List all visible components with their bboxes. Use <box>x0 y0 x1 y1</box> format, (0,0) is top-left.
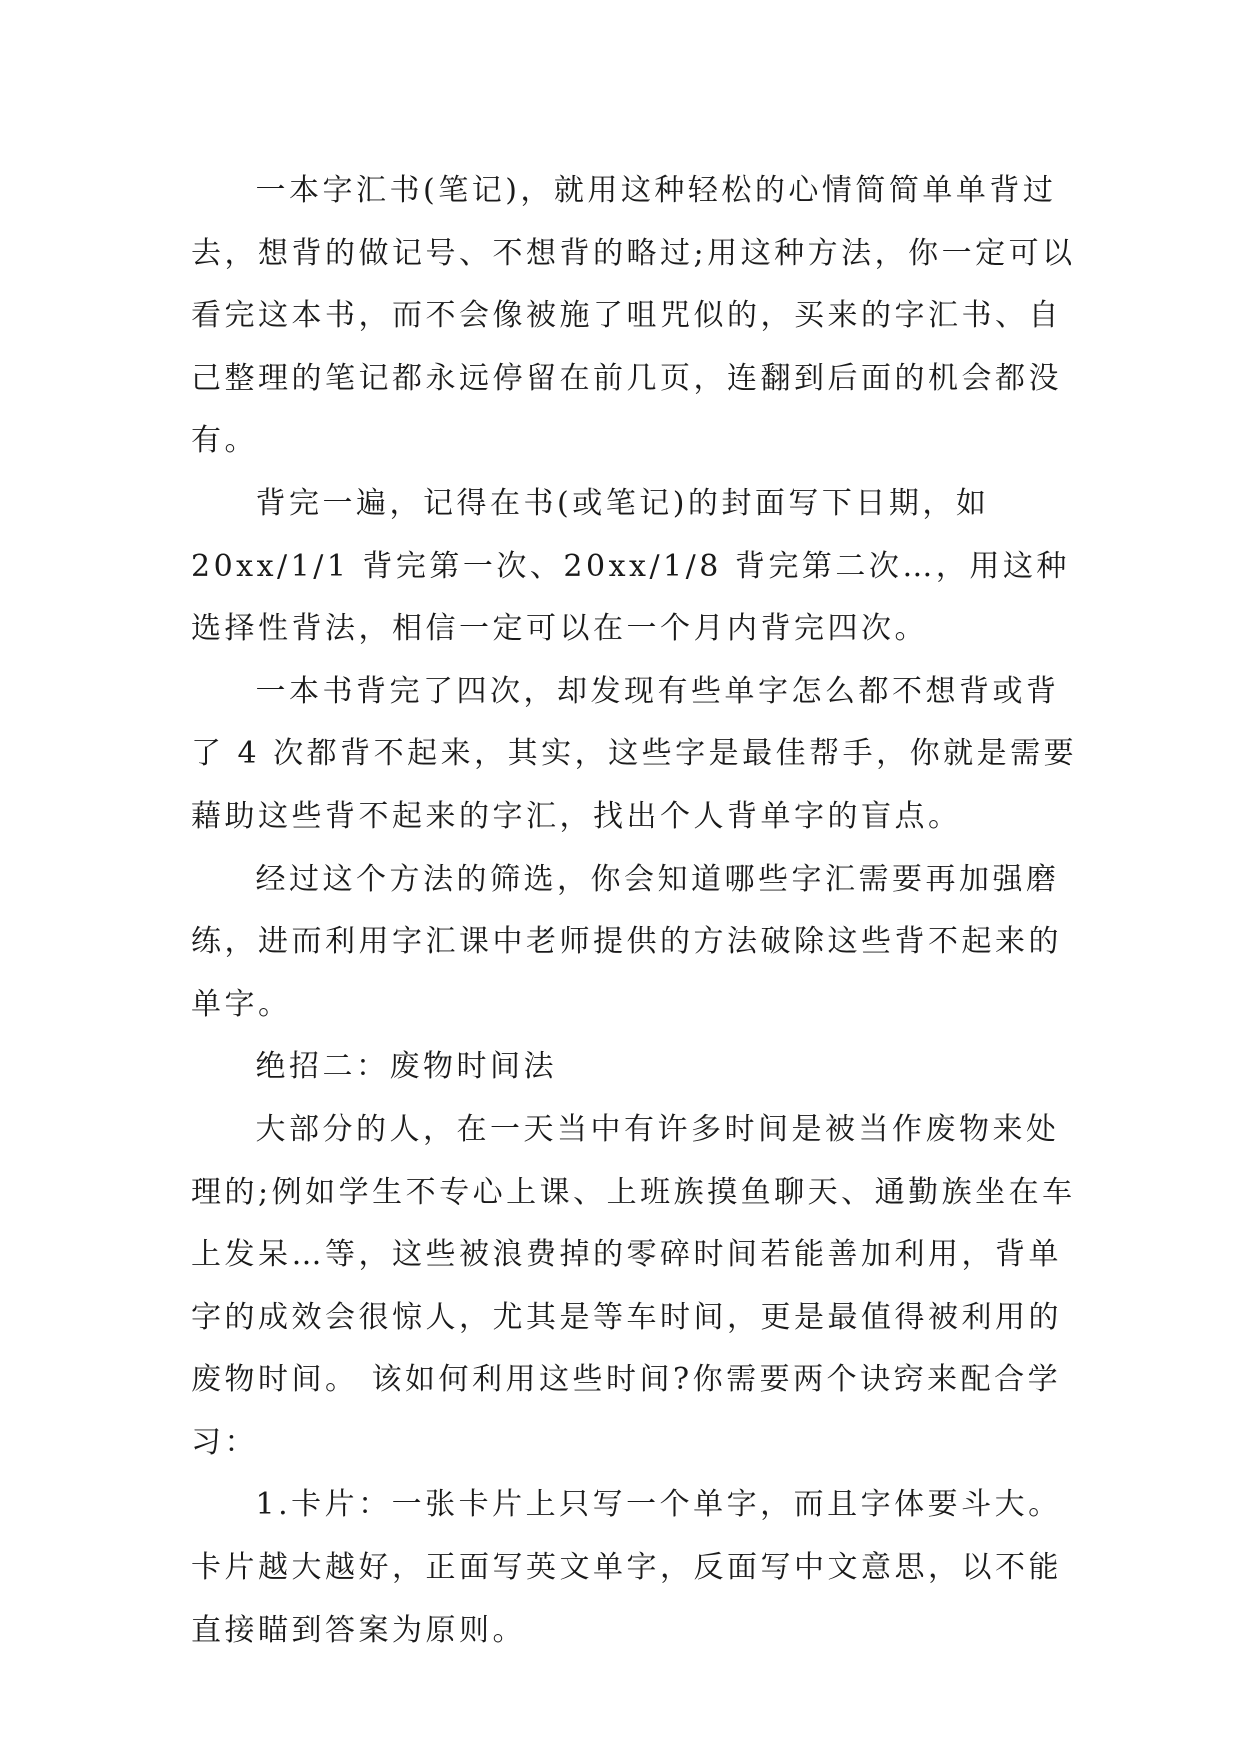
paragraph-hard-words: 一本书背完了四次，却发现有些单字怎么都不想背或背了 4 次都背不起来，其实，这些字是最佳帮手，你就是需要藉助这些背不起来的字汇，找出个人背单字的盲点。 <box>191 673 1078 834</box>
document-body <box>191 160 1081 1662</box>
section-heading-waste-time: 绝招二：废物时间法 <box>255 1049 557 1085</box>
paragraph-waste-time: 大部分的人，在一天当中有许多时间是被当作废物来处理的;例如学生不专心上课、上班族摸鱼聊天、通勤族坐在车上发呆…等，这些被浪费掉的零碎时间若能善加利用，背单字的成效会很惊人，尤其是等车时间，更是最值得被利用的废物时间。 该如何利用这些时间?你需要两个诀窍来配合学习： <box>191 1111 1076 1460</box>
paragraph-cards: 1.卡片：一张卡片上只写一个单字，而且字体要斗大。卡片越大越好，正面写英文单字，反面写中文意思，以不能直接瞄到答案为原则。 <box>191 1487 1062 1648</box>
paragraph-record-date: 背完一遍，记得在书(或笔记)的封面写下日期，如 20xx/1/1 背完第一次、20xx/1/8 背完第二次…，用这种选择性背法，相信一定可以在一个月内背完四次。 <box>191 485 1070 647</box>
paragraph-filter-method: 经过这个方法的筛选，你会知道哪些字汇需要再加强磨练，进而利用字汇课中老师提供的方法破除这些背不起来的单字。 <box>191 861 1062 1022</box>
paragraph-vocab-book: 一本字汇书(笔记)，就用这种轻松的心情简简单单背过去，想背的做记号、不想背的略过;用这种方法，你一定可以看完这本书，而不会像被施了咀咒似的，买来的字汇书、自己整理的笔记都永远停留在前几页，连翻到后面的机会都没有。 <box>191 173 1076 459</box>
